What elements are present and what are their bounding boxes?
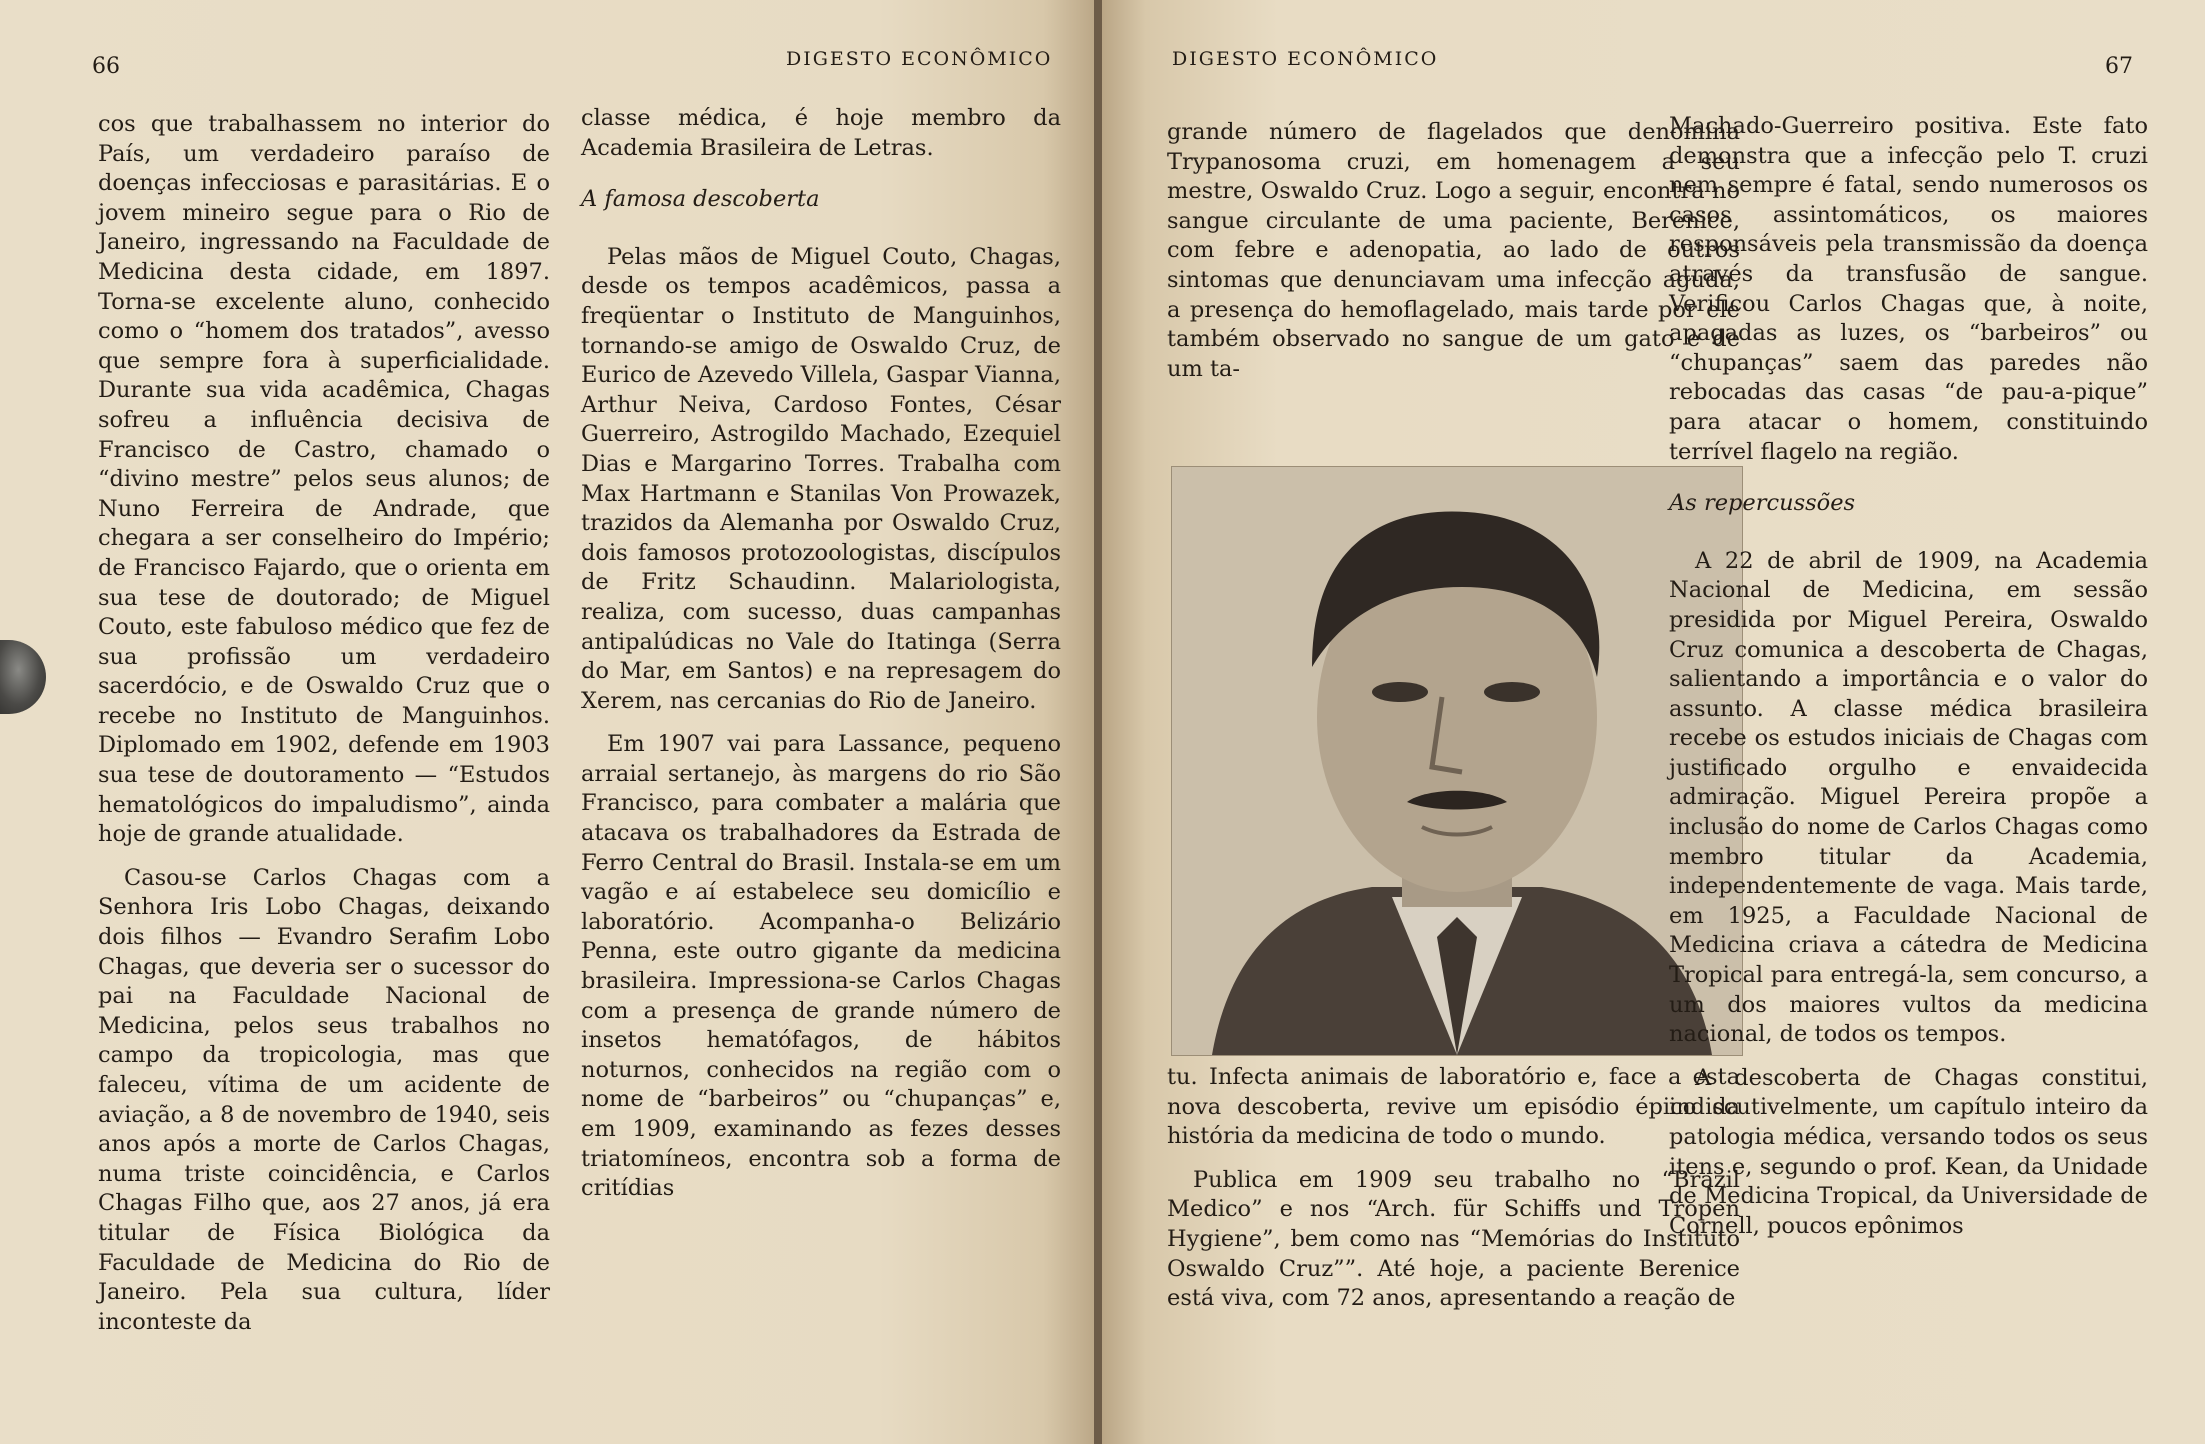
paragraph: A 22 de abril de 1909, na Academia Nacional de Medicina, em sessão presidida por Miguel Pereira, Oswaldo Cruz comunica a descoberta de Chagas, salientando a importância e o valor do assunto. A classe médica brasileira recebe os estudos iniciais de Chagas com justificado orgulho e envaidecida admiração. Miguel Pereira propõe a inclusão do nome de Carlos Chagas como membro titular da Academia, independentemente de vaga. Mais tarde, em 1925, a Faculdade Nacional de Medicina criava a cátedra de Medicina Tropical para entregá-la, sem concurso, a um dos maiores vultos da medicina nacional, de todos os tempos.	[1669, 547, 2148, 1048]
paragraph: classe médica, é hoje membro da Academia Brasileira de Letras.	[581, 105, 1061, 161]
paragraph: Casou-se Carlos Chagas com a Senhora Iris Lobo Chagas, deixando dois filhos — Evandro Serafim Lobo Chagas, que deveria ser o sucessor do pai na Faculdade Nacional de Medicina, pelos seus trabalhos no campo da tropicologia, mas que faleceu, vítima de um acidente de aviação, a 8 de novembro de 1940, seis anos após a morte de Carlos Chagas, numa triste coincidência, e Carlos Chagas Filho que, aos 27 anos, já era titular de Física Biológica da Faculdade de Medicina do Rio de Janeiro. Pela sua cultura, líder inconteste da	[98, 864, 550, 1335]
paragraph: cos que trabalhassem no interior do País, um verdadeiro paraíso de doenças infecciosas e parasitárias. E o jovem mineiro segue para o Rio de Janeiro, ingressando na Faculdade de Medicina desta cidade, em 1897. Torna-se excelente aluno, conhecido como o “homem dos tratados”, avesso que sempre fora à superficialidade. Durante sua vida acadêmica, Chagas sofreu a influência decisiva de Francisco de Castro, chamado o “divino mestre” pelos seus alunos; de Nuno Ferreira de Andrade, que chegara a ser conselheiro do Império; de Francisco Fajardo, que o orienta em sua tese de doutorado; de Miguel Couto, este fabuloso médico que fez de sua profissão um verdadeiro sacerdócio, e de Oswaldo Cruz que o recebe no Instituto de Manguinhos. Diplomado em 1902, defende em 1903 sua tese de doutoramento — “Estudos hematológicos do impaludismo”, ainda hoje de grande atualidade.	[98, 111, 550, 848]
page-number-left: 66	[92, 54, 120, 79]
right-column-1-bottom	[1167, 1063, 1740, 1328]
portrait-photo	[1171, 466, 1743, 1056]
paragraph: Machado-Guerreiro positiva. Este fato demonstra que a infecção pelo T. cruzi nem sempre é fatal, sendo numerosos os casos assintomáticos, os maiores responsáveis pela transmissão da doença através da transfusão de sangue. Verificou Carlos Chagas que, à noite, apagadas as luzes, os “barbeiros” ou “chupanças” saem das paredes não rebocadas das casas “de pau-a-pique” para atacar o homem, constituindo terrível flagelo na região.	[1669, 113, 2148, 465]
left-column-1	[98, 110, 550, 1351]
paragraph: Pelas mãos de Miguel Couto, Chagas, desde os tempos acadêmicos, passa a freqüentar o Instituto de Manguinhos, tornando-se amigo de Oswaldo Cruz, de Eurico de Azevedo Villela, Gaspar Vianna, Arthur Neiva, Cardoso Fontes, César Guerreiro, Astrogildo Machado, Ezequiel Dias e Margarino Torres. Trabalha com Max Hartmann e Stanilas Von Prowazek, trazidos da Alemanha por Oswaldo Cruz, dois famosos protozoologistas, discípulos de Fritz Schaudinn. Malariologista, realiza, com sucesso, duas campanhas antipalúdicas no Vale do Itatinga (Serra do Mar, em Santos) e na represagem do Xerem, nas cercanias do Rio de Janeiro.	[581, 243, 1061, 714]
left-page	[0, 0, 1098, 1444]
left-column-2	[581, 104, 1061, 1218]
right-page	[1102, 0, 2205, 1444]
paragraph: Publica em 1909 seu trabalho no “Brazil Medico” e nos “Arch. für Schiffs und Tropen Hygiene”, bem como nas “Memórias do Instituto Oswaldo Cruz””. Até hoje, a paciente Berenice está viva, com 72 anos, apresentando a reação de	[1167, 1166, 1740, 1312]
running-head-right: DIGESTO ECONÔMICO	[1172, 48, 1439, 70]
paragraph: Em 1907 vai para Lassance, pequeno arraial sertanejo, às margens do rio São Francisco, para combater a malária que atacava os trabalhadores da Estrada de Ferro Central do Brasil. Instala-se em um vagão e aí estabelece seu domicílio e laboratório. Acompanha-o Belizário Penna, este outro gigante da medicina brasileira. Impressiona-se Carlos Chagas com a presença de grande número de insetos hematófagos, de hábitos noturnos, conhecidos na região com o nome de “barbeiros” ou “chupanças” e, em 1909, examinando as fezes desses triatomíneos, encontra sob a forma de critídias	[581, 731, 1061, 1202]
paragraph: tu. Infecta animais de laboratório e, face a esta nova descoberta, revive um episódio épico da história da medicina de todo o mundo.	[1167, 1064, 1740, 1150]
paragraph: A descoberta de Chagas constitui, indiscutivelmente, um capítulo inteiro da patologia médica, versando todos os seus itens e, segundo o prof. Kean, da Unidade de Medicina Tropical, da Universidade de Cornell, poucos epônimos	[1669, 1064, 2148, 1239]
section-heading: A famosa descoberta	[581, 186, 820, 213]
right-column-2	[1669, 112, 2148, 1255]
page-number-right: 67	[2105, 54, 2133, 79]
section-heading: As repercussões	[1669, 490, 1856, 517]
paragraph: grande número de flagelados que denomina Trypanosoma cruzi, em homenagem a seu mestre, Oswaldo Cruz. Logo a seguir, encontra no sangue circulante de uma paciente, Berenice, com febre e adenopatia, ao lado de outros sintomas que denunciavam uma infecção aguda, a presença do hemoflagelado, mais tarde por ele também observado no sangue de um gato e de um ta-	[1167, 119, 1740, 382]
running-head-left: DIGESTO ECONÔMICO	[786, 48, 1053, 70]
portrait-illustration	[1172, 467, 1742, 1055]
binder-clip	[0, 640, 46, 714]
right-column-1-top	[1167, 118, 1740, 398]
